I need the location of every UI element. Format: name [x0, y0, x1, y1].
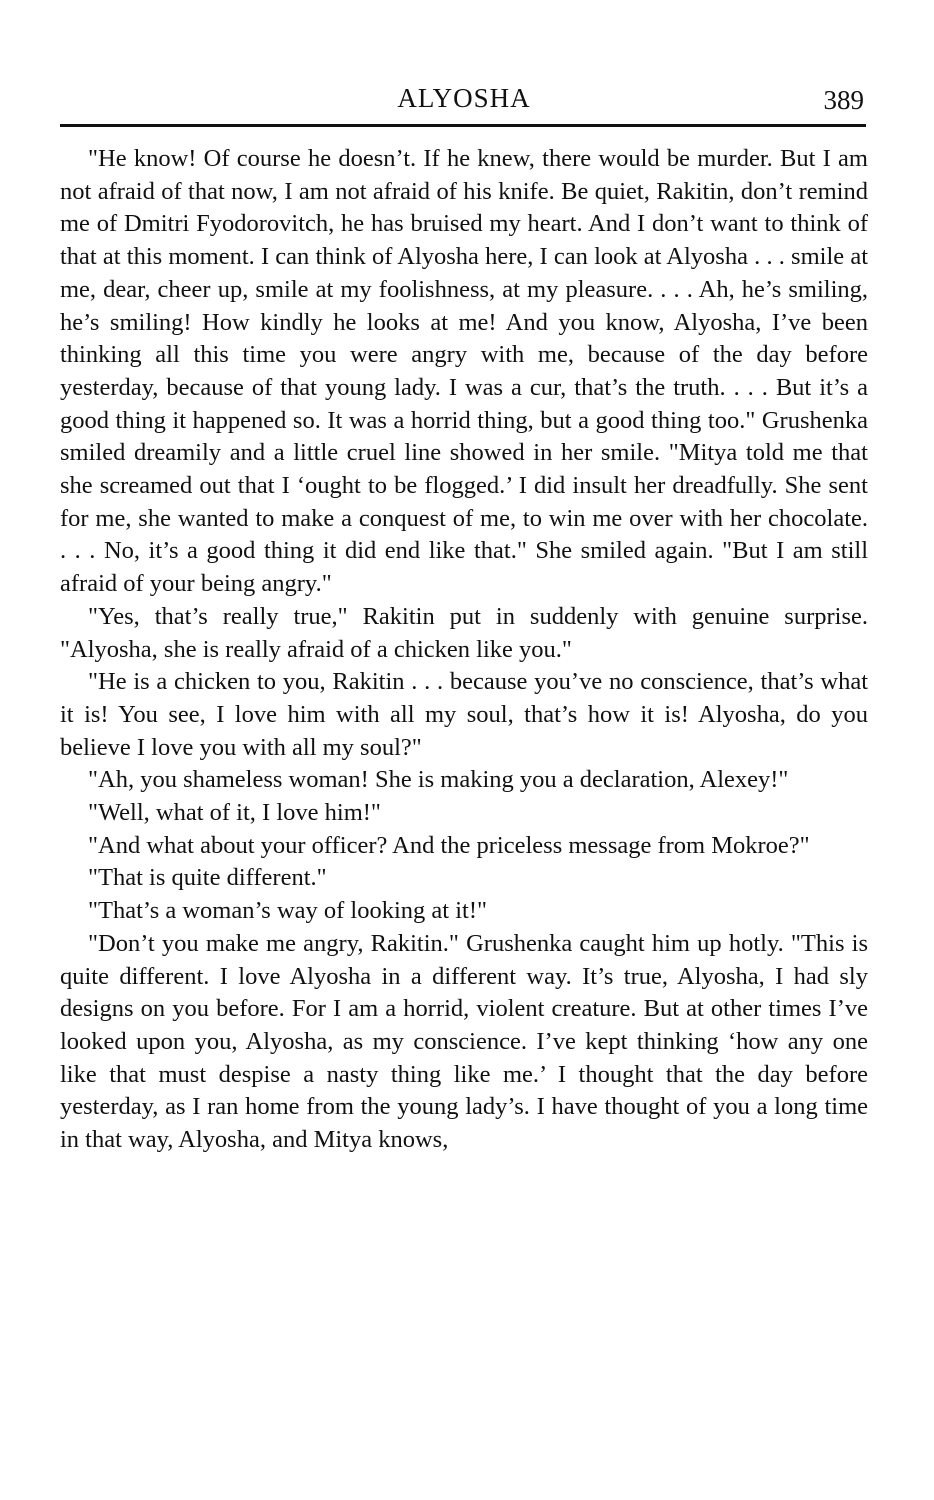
paragraph: "He know! Of course he doesn’t. If he knew, there would be murder. But I am not afraid of that now, I am not afraid of his knife. Be quiet, Rakitin, don’t remind me of Dmitri Fyodorovitch, he has bruised my heart. And I don’t want to think of that at this moment. I can think of Alyosha here, I can look at Alyosha . . . smile at me, dear, cheer up, smile at my foolishness, at my pleasure. . . . Ah, he’s smiling, he’s smiling! How kindly he looks at me! And you know, Alyosha, I’ve been thinking all this time you were angry with me, because of the day before yesterday, because of that young lady. I was a cur, that’s the truth. . . . But it’s a good thing it happened so. It was a horrid thing, but a good thing too." Grushenka smiled dreamily and a little cruel line showed in her smile. "Mitya told me that she screamed out that I ‘ought to be flogged.’ I did insult her dreadfully. She sent for me, she wanted to make a conquest of me, to win me over with her chocolate. . . . No, it’s a good thing it did end like that." She smiled again. "But I am still afraid of your being angry." [60, 145, 868, 598]
paragraph: "Don’t you make me angry, Rakitin." Grushenka caught him up hotly. "This is quite different. I love Alyosha in a different way. It’s true, Alyosha, I had sly designs on you before. For I am a horrid, violent creature. But at other times I’ve looked upon you, Alyosha, as my conscience. I’ve kept thinking ‘how any one like that must despise a nasty thing like me.’ I thought that the day before yesterday, as I ran home from the young lady’s. I have thought of you a long time in that way, Alyosha, and Mitya knows, [60, 929, 868, 1154]
page-number: 389 [823, 85, 864, 115]
body-text [60, 143, 868, 1157]
paragraph: "He is a chicken to you, Rakitin . . . because you’ve no conscience, that’s what it is! You see, I love him with all my soul, that’s how it is! Alyosha, do you believe I love you with all my soul?" [60, 668, 868, 761]
running-title: ALYOSHA [397, 83, 531, 113]
header-rule [60, 124, 866, 127]
page-header [60, 80, 868, 120]
paragraph: "Yes, that’s really true," Rakitin put in suddenly with genuine surprise. "Alyosha, she is really afraid of a chicken like you." [60, 602, 868, 663]
paragraph: "Well, what of it, I love him!" [88, 799, 381, 827]
paragraph: "That’s a woman’s way of looking at it!" [88, 897, 487, 925]
paragraph: "And what about your officer? And the priceless message from Mokroe?" [88, 831, 810, 859]
paragraph: "Ah, you shameless woman! She is making you a declaration, Alexey!" [88, 766, 789, 794]
paragraph: "That is quite different." [88, 864, 327, 892]
